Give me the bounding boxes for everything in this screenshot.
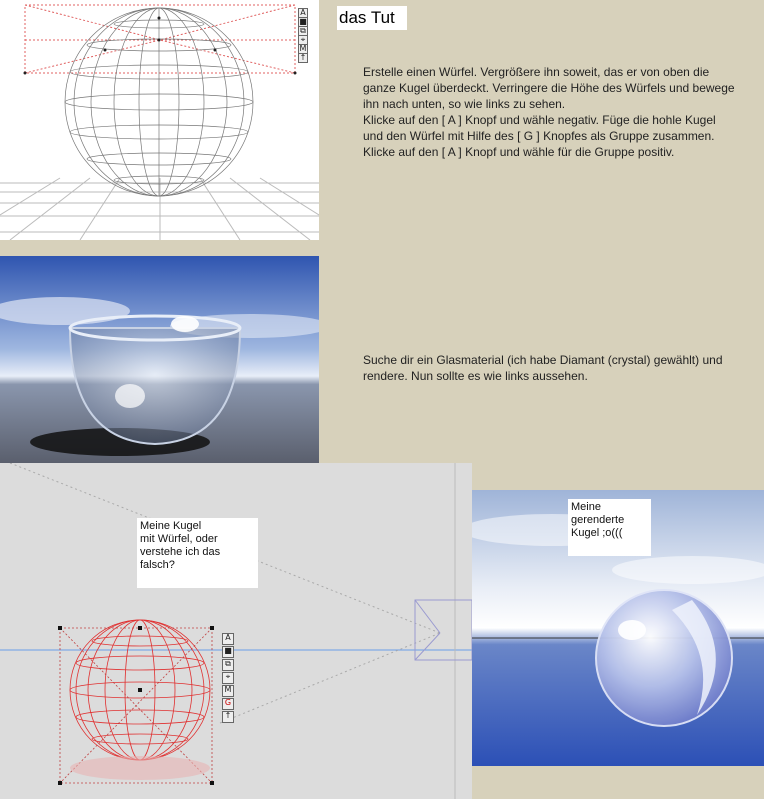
instruction-text [363,64,763,160]
note-right [568,499,651,556]
render-instruction-text [363,352,763,384]
note-right-line: Meine [571,501,601,513]
tool-target-button[interactable]: ⌖ [222,672,234,684]
tool-up-button[interactable]: ↑ [299,53,307,62]
note-left [137,518,258,588]
viewport-top-left[interactable] [0,0,319,240]
tool-a-button[interactable]: A [222,633,234,645]
render-line: rendere. Nun sollte es wie links aussehen. [363,369,588,383]
tool-copy-button[interactable]: ⧉ [298,26,308,36]
tool-m-button[interactable]: M [299,44,307,53]
note-left-line: Meine Kugel [140,520,202,532]
render-glass-bowl [0,256,319,463]
note-left-line: falsch? [140,559,175,571]
note-left-line: mit Würfel, oder [140,533,218,545]
note-right-line: Kugel ;o((( [571,527,623,539]
note-left-line: verstehe ich das [140,546,221,558]
instruction-line: Klicke auf den [ A ] Knopf und wähle für die Gruppe positiv. [363,145,675,159]
tool-copy-button[interactable]: ⧉ [222,659,234,671]
render-sphere [472,490,764,766]
tool-target-button[interactable]: ⌖ [298,35,308,45]
render-line: Suche dir ein Glasmaterial (ich habe Diamant (crystal) gewählt) und [363,353,723,367]
tool-solid-button[interactable]: ■ [222,646,234,658]
tool-m-button[interactable]: M [222,685,234,697]
wireframe-sphere [0,0,319,240]
tool-g-button[interactable]: G [222,698,234,710]
tool-up-button[interactable]: ↑ [222,711,234,723]
instruction-line: Klicke auf den [ A ] Knopf und wähle negativ. Füge die hohle Kugel [363,113,716,127]
page-title: das Tut [337,6,407,30]
instruction-line: Erstelle einen Würfel. Vergrößere ihn soweit, das er von oben die [363,65,710,79]
viewport-bottom-left[interactable] [0,463,472,799]
instruction-line: ganze Kugel überdeckt. Verringere die Höhe des Würfels und bewege [363,81,735,95]
instruction-line: ihn nach unten, so wie links zu sehen. [363,97,566,111]
tool-a-button[interactable]: A [298,8,308,18]
note-right-line: gerenderte [571,514,625,526]
tool-solid-button[interactable]: ■ [299,17,307,26]
instruction-line: und den Würfel mit Hilfe des [ G ] Knopfes als Gruppe zusammen. [363,129,715,143]
